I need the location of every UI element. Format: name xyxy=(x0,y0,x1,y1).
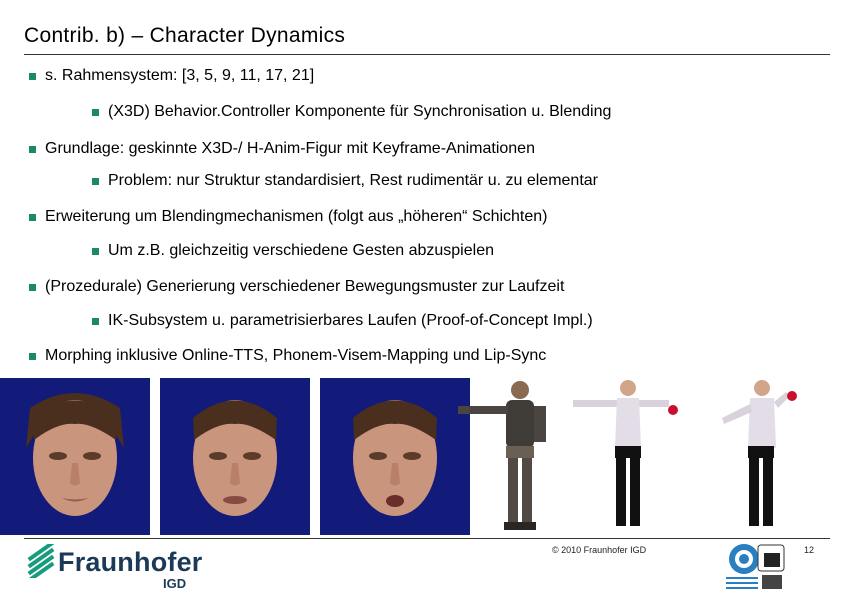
bullet-square-icon xyxy=(29,73,36,80)
bullet-square-icon xyxy=(92,318,99,325)
bullet-text: s. Rahmensystem: [3, 5, 9, 11, 17, 21] xyxy=(45,67,315,84)
slide-title: Contrib. b) – Character Dynamics xyxy=(24,24,346,47)
igd-logo-text: IGD xyxy=(163,576,187,591)
bullet-text: Erweiterung um Blendingmechanismen (folgt aus „höheren“ Schichten) xyxy=(45,208,548,225)
bullet-square-icon xyxy=(92,109,99,116)
bullet-square-icon xyxy=(29,353,36,360)
page-number: 12 xyxy=(804,545,815,555)
female-character-gesture-image xyxy=(700,378,810,535)
bullet-item xyxy=(29,278,564,296)
bullet-text: (Prozedurale) Generierung verschiedener Bewegungsmuster zur Laufzeit xyxy=(45,278,565,295)
fraunhofer-logo-icon xyxy=(24,544,58,578)
bullet-square-icon xyxy=(92,178,99,185)
sub-bullet-item xyxy=(92,172,598,190)
armored-character-image xyxy=(450,378,560,535)
bullet-text: (X3D) Behavior.Controller Komponente für Synchronisation u. Blending xyxy=(108,103,612,120)
bullet-text: IK-Subsystem u. parametrisierbares Laufen (Proof-of-Concept Impl.) xyxy=(108,312,593,329)
copyright-text: © 2010 Fraunhofer IGD xyxy=(552,545,647,555)
face-morph-image-3 xyxy=(320,378,470,535)
fraunhofer-logo-text: Fraunhofer xyxy=(58,547,203,577)
certification-seals-icon xyxy=(724,541,790,593)
bullet-square-icon xyxy=(29,146,36,153)
female-character-tpose-image xyxy=(565,378,695,535)
footer-divider xyxy=(24,538,830,539)
face-morph-image-1 xyxy=(0,378,150,535)
title-divider xyxy=(24,54,830,55)
bullet-item xyxy=(29,208,547,226)
bullet-square-icon xyxy=(29,214,36,221)
bullet-square-icon xyxy=(92,248,99,255)
bullet-text: Morphing inklusive Online-TTS, Phonem-Visem-Mapping und Lip-Sync xyxy=(45,347,547,364)
bullet-item xyxy=(29,140,535,158)
bullet-text: Grundlage: geskinnte X3D-/ H-Anim-Figur mit Keyframe-Animationen xyxy=(45,140,535,157)
face-morph-image-2 xyxy=(160,378,310,535)
bullet-text: Um z.B. gleichzeitig verschiedene Gesten abzuspielen xyxy=(108,242,494,259)
sub-bullet-item xyxy=(92,242,494,260)
bullet-text: Problem: nur Struktur standardisiert, Rest rudimentär u. zu elementar xyxy=(108,172,598,189)
bullet-item xyxy=(29,67,314,85)
bullet-item xyxy=(29,347,546,365)
sub-bullet-item xyxy=(92,312,593,330)
sub-bullet-item xyxy=(92,103,611,121)
bullet-square-icon xyxy=(29,284,36,291)
